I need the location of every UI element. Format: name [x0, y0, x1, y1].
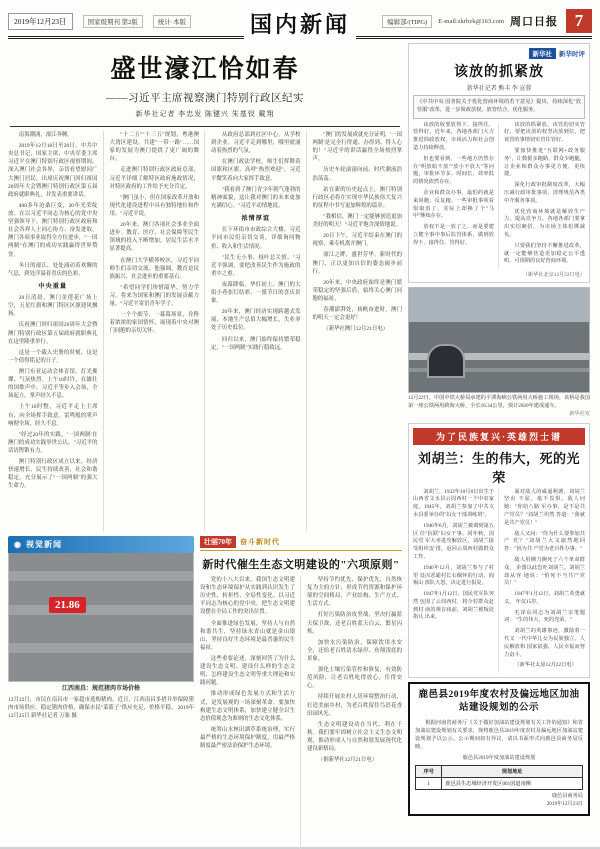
paragraph: 20年来，澳门各项社会事业全面进步。教育、医疗、社会保障等民生领域的投入不断增加，居民生活水平显著提高。 — [109, 222, 199, 253]
bridge-photo-caption — [408, 395, 590, 418]
paragraph: 在下环街市市政综合大楼，习近平同市民们亲切交谈，详细询问物价、收入和生活情况。 — [211, 227, 301, 250]
paragraph: 20日下午，习近平结束在澳门的视察，乘专机离开澳门。 — [312, 233, 402, 248]
paragraph: 深化行政审批制度改革，大幅压减行政审批事项，清理规范各类中介服务事项。 — [504, 182, 585, 204]
paragraph: "民生无小事，枝叶总关情。"习近平强调，要把改善民生作为施政的重中之重。 — [211, 254, 301, 277]
paragraph: 回归以来，澳门始终保持繁荣稳定，"一国两制"实践行稳致远。 — [211, 336, 301, 351]
commentary-columns — [413, 122, 585, 270]
article-70-years — [200, 536, 402, 849]
lead-col-3 — [211, 131, 307, 531]
notice-signature — [415, 793, 583, 809]
paragraph: 站在新的历史起点上，澳门特别行政区必将在实现中华民族伟大复兴的征程中书写更加辉煌的篇章。 — [312, 186, 402, 209]
paragraph: 推动形成绿色发展方式和生活方式，是发展观的一场深刻革命。要加快构建生态文明体系，加快建立健全以生态价值观念为准则的生态文化体系。 — [200, 691, 295, 722]
right-column — [408, 43, 590, 849]
notice-date: 2019年12月23日 — [546, 800, 583, 807]
price-tag: 21.86 — [49, 597, 86, 613]
article-70-band — [200, 536, 402, 551]
visual-news-header — [8, 536, 194, 553]
paragraph: 敌人又问："你为什么要参加共产 党？"刘胡兰大义凛然地回答："因为共 产党为老百姓办事。" — [504, 530, 585, 553]
section-subhead: 中央重量 — [38, 282, 68, 290]
table-header-cell: 规划地址 — [442, 766, 583, 778]
lead-subheadline: ——习近平主席视察澳门特别行政区纪实 — [106, 93, 304, 104]
paragraph: 2019年12月18日至20日，中共中央总书记、国家主席、中央军委主席习近平在澳门特别行政区视察期间，深入澳门社会各界，亲切看望慰问广大澳门居民，出席庆祝澳门回归祖国20周年大会暨澳门特别行政区第五届政府就职典礼，并发表重要讲话。 — [8, 143, 98, 198]
lead-byline: 新华社记者 李忠发 陈键兴 朱基钗 戴翔 — [135, 110, 275, 118]
publication-logo: 周口日报 — [510, 16, 558, 28]
xinhua-commentary-tag: 新华时评 — [559, 51, 585, 58]
commentary-band — [413, 48, 585, 59]
table-cell-address: 鹿邑县生态城经济开发区001国道南侧 — [442, 778, 583, 790]
paragraph: 刘胡兰，1932年10月8日出生于山西省文水县云周西村一个中农家庭。1945年，刘胡兰参加了中共文水县委举办的"妇女干部训练班"。 — [413, 488, 494, 518]
paragraph: 毛泽东同志为刘胡兰亲笔题词： "生的伟大，死的光荣。" — [504, 609, 585, 624]
lead-article-columns — [8, 131, 402, 531]
supermarket-photo — [8, 553, 194, 682]
paragraph: 庆祝澳门回归祖国20周年大会暨澳门特别行政区第五届政府就职典礼在这里隆重举行。 — [8, 322, 98, 345]
masthead-chip-1: 国家级期刊 第2版 — [83, 15, 143, 28]
paragraph: 在澳门政法学校，师生们挥舞着国旗和区旗，高呼"热烈欢迎"。习近平微笑着向大家挥手致意。 — [211, 159, 301, 182]
paragraph: 面对敌人的威逼利诱，刘胡兰坚贞 不屈，毫不畏惧。敌人问她："你给八路 军办事，是不是共产党员？"刘胡兰坦然 答道："我就是共产党员！" — [504, 488, 585, 526]
paragraph: 1946年6月，刘胡兰被调到第五区 任"抗联"妇女干事。同年秋，国民党 军大举进攻解放区，刘胡兰接受组织安 排，返回云周西村做群众工作。 — [413, 522, 494, 560]
paragraph: 刘胡兰的英雄事迹，激励着一代又 一代中华儿女为民族独立、人民解放和 国家富强、人民幸福而努力奋斗。 — [504, 628, 585, 658]
paragraph: 南海潮涌，濠江奔腾。 — [18, 132, 73, 138]
paragraph: "我相信，澳门一定能够创造更加美好的明天！"习近平饱含深情地说。 — [312, 213, 402, 229]
notice-issuer: 鹿邑县商务局 — [551, 793, 583, 800]
paragraph: "澳门虽小，但在国家改革开放和现代化建设进程中具有独特地位和作用。"习近平说。 — [109, 194, 199, 217]
paragraph: 该放的抓紧放，该管的切实管好。要把该放的权坚决放到位，把该管的事情切实管住管好。 — [504, 121, 585, 144]
paragraph: 这是一个载入史册的时刻，这是一个值得铭记的日子。 — [8, 349, 98, 364]
paragraph: 统筹山水林田湖草系统治理，实行最严格的生态环境保护制度，用最严格制度最严密法治保护生态环境。 — [200, 726, 295, 750]
lead-col-1 — [8, 131, 104, 531]
paragraph: 打好污染防治攻坚战，坚决打赢蓝天保卫战，还老百姓蓝天白云、繁星闪烁。 — [307, 612, 402, 635]
paragraph: 冬日的濠江，处处涌动着欢腾的气息，到处洋溢着喜庆的色彩。 — [8, 262, 98, 277]
paragraph: 优化营商环境就是解放生产力、提高竞争力。各地各部门要拿出实招硬招，为市场主体松绑减负。 — [504, 208, 585, 238]
paragraph: 春潮澎湃处，扬帆奋进时。澳门的明天一定会更好！ — [312, 307, 402, 322]
bridge-caption-text: 12月22日，中国中铁大桥局承建的平潭海峡公铁两用大桥施工现场。该桥是我国第一座公铁两用跨海大桥，全长16.34公里，预计2020年建成通车。 — [408, 395, 590, 409]
masthead-chip-2: 统计·本版 — [153, 15, 191, 28]
paragraph: "经过20年的实践，'一国两制'在澳门的成功实践举世公认。"习近平的话语铿锵有力。 — [8, 431, 98, 455]
lead-headline-block — [8, 43, 402, 121]
masthead-email: E-mail:zkrbzk@163.com — [438, 17, 504, 25]
headline-rule — [10, 126, 400, 127]
camera-icon: ◉ — [14, 540, 22, 549]
paragraph: 400多年沧桑巨变，20年光荣绽放。在以习近平同志为核心的党中央坚强领导下，澳门特别行政区政府和社会各界人士同心协力、奋发进取，澳门各项事业取得全方位进步，"一国两制"在澳门的成功实践赢得世界赞誉。 — [8, 202, 98, 258]
table-row — [416, 778, 583, 790]
paragraph: 澳门特别行政区成立以来，经济快速增长，民生持续改善，社会和谐稳定，充分展示了"一国两制"的强大生命力。 — [8, 459, 98, 490]
hero-article-title: 刘胡兰：生的伟大，死的光荣 — [417, 450, 580, 485]
masthead — [8, 6, 592, 37]
paragraph: "十二五""十三五"规划，粤港澳大湾区建设，共建"一带一路"……国家的发展为澳门提供了更广阔的舞台。 — [109, 132, 199, 163]
table-header-row — [416, 766, 583, 778]
commentary-pullquote: 《中共中央 国务院关于优化营商环境的若干意见》提出，持续深化"放管服"改革，进一步简政放权、放管结合、优化服务。 — [413, 95, 585, 119]
left-column — [8, 43, 402, 849]
paragraph: 坚持节约优先、保护优先、自然恢复为主的方针，形成节约资源和保护环境的空间格局、产业结构、生产方式、生活方式。 — [307, 577, 402, 608]
paragraph: 强化土壤污染管控和修复，有效防范风险，让老百姓吃得放心、住得安心。 — [307, 667, 402, 690]
paragraph: 要加快推进"互联网+政务服务"，让数据多跑路、群众少跑腿，让企业和群众办事更方便、更快捷。 — [504, 147, 585, 178]
lead-col-2 — [110, 131, 206, 531]
paragraph: 20日清晨，澳门金莲花广场上空，五星红旗和澳门特区区旗迎风飘扬。 — [8, 295, 98, 318]
article-dateline: （新华社太原12月22日电） — [514, 662, 577, 669]
xinhua-tag: 新华社 — [529, 48, 557, 59]
paragraph: 加快水污染防治，保障饮用水安全，还给老百姓清水绿岸、鱼翔浅底的景象。 — [307, 639, 402, 662]
paragraph: 濠江之畔，盛世芳华。新时代的澳门，正以更加自信的姿态阔步前行。 — [312, 252, 402, 275]
band-label-right: 奋斗新时代 — [240, 538, 280, 546]
table-header-cell: 序号 — [416, 766, 442, 778]
bridge-photo-credit: 新华社发 — [569, 410, 590, 417]
article-70-columns — [200, 576, 402, 849]
tunnel-shape — [427, 344, 465, 378]
issue-date: 2019年12月23日 — [8, 13, 73, 30]
paragraph: 1947年1月12日，国民党军队突然 包围了云周西村，将全村群众赶到村 南的观音庙前，刘胡兰被叛徒指认 出来。 — [413, 591, 494, 621]
bottom-left-area — [8, 536, 402, 849]
visual-news-label: 视觉新闻 — [25, 540, 62, 549]
paragraph: "我看到了澳门青少年朝气蓬勃的精神面貌，这让我对澳门的未来更加充满信心。"习近平动情地说。 — [211, 186, 301, 209]
lead-headline: 盛世濠江恰如春 — [110, 56, 300, 83]
paragraph: 这些重要论述，深刻回答了为什么建设生态文明、建设什么样的生态文明、怎样建设生态文明等重大理论和实践问题。 — [200, 655, 295, 687]
commentary-col-1 — [413, 122, 499, 270]
article-70-col-2 — [307, 576, 402, 849]
bridge-photo — [408, 287, 590, 393]
photo-caption — [8, 685, 194, 720]
bridge-photo-block — [408, 287, 590, 418]
page-number-badge: 7 — [566, 9, 592, 33]
paragraph: 从政府总部到社区中心，从学校到企业，习近平走到哪里，哪里就涌动着热烈的气氛。 — [211, 132, 301, 155]
article-dateline: （新华社澳门12月21日电） — [323, 326, 388, 333]
paragraph: 生态文明建设功在当代、利在千秋。我们要牢固树立社会主义生态文明观，推动形成人与自然和谐发展现代化建设新格局。 — [307, 721, 402, 753]
hero-article — [408, 423, 590, 679]
paragraph: 历史车轮滚滚向前，时代潮流浩浩荡荡。 — [312, 167, 402, 182]
commentary-title: 该放的抓紧放 — [454, 65, 544, 80]
paragraph: 企业和群众办事，最怕的就是来回跑、反复跑。一些审批事项看似取消了，实际上却换了个"马甲"继续存在。 — [413, 189, 494, 220]
section-subhead: 浓情厚谊 — [241, 214, 271, 222]
paragraph: 20年来，澳门经济实现跨越式发展，本地生产总值大幅增长，失业率处于历史低位。 — [211, 309, 301, 332]
paragraph: 澳门东亚运动会体育馆，灯光璀璨，气氛热烈。上午10时许，在雄壮的国歌声中，习近平等步入会场，全场起立，掌声经久不息。 — [8, 369, 98, 400]
article-70-title: 新时代催生生态文明建设的"六项原则" — [202, 559, 400, 571]
paragraph: 在澳门大学横琴校区，习近平同师生们亲切交流。他强调，教育是民族振兴、社会进步的重要基石。 — [109, 257, 199, 280]
paragraph: 该放的权要放得下、接得住、管得好。近年来，各地各部门大力推进简政放权，市场活力和社会创造力持续释放。 — [413, 121, 494, 151]
visual-news-block — [8, 536, 194, 849]
masthead-editor-chip: 编辑部/(TIPG) — [382, 15, 432, 28]
article-dateline: （据新华社12月21日电） — [317, 757, 378, 764]
paragraph: 持续开展农村人居环境整治行动，打造美丽乡村，为老百姓留住鸟语花香田园风光。 — [307, 694, 402, 717]
article-70-col-1 — [200, 576, 301, 849]
notice-table — [415, 765, 583, 790]
lead-col-4 — [313, 131, 403, 531]
paragraph: 放权不是一放了之，而是要建立健全事中事后监管体系，做到放得下、接得住、管得好。 — [413, 224, 494, 246]
page-body — [8, 43, 592, 849]
paragraph: 敌人用铡刀铡死了六个革命群众， 企图以此恐吓刘胡兰。刘胡兰却从容 地说："怕死不当共产党员！" — [504, 556, 585, 587]
photo-caption-title: 江西南昌：规范猪肉市场价格 — [61, 686, 140, 692]
paragraph: 1947年1月12日，刘胡兰英勇就义， 年仅15岁。 — [504, 591, 585, 605]
paragraph: "澳门的发展成就充分证明，'一国两制'是完全行得通、办得到、得人心的！"习近平的讲话赢得全场热烈掌声。 — [312, 132, 402, 163]
notice-title: 鹿邑县2019年度农村及偏远地区加油站建设规划的公示 — [418, 690, 580, 714]
commentary-dateline: （新华社北京12月22日电） — [522, 272, 585, 279]
table-cell-index: 1 — [416, 778, 442, 790]
photo-caption-text: 12月22日，市民在南昌市一家超市选购猪肉。近日，江西南昌多措并举保障猪肉市场供应，稳定猪肉价格，确保市民"菜篮子"供应充足、价格平稳。 — [8, 697, 194, 712]
hero-col-2 — [504, 489, 585, 674]
notice-table-caption: 鹿邑县2019年度加油站建设规划 — [462, 755, 536, 762]
paragraph: 20年来，中央政府始终是澳门繁荣稳定的坚强后盾，始终关心澳门同胞的福祉。 — [312, 279, 402, 302]
hero-col-1 — [413, 489, 499, 674]
photo-credit: 2019年12月25日 新华社记者 万象 摄 — [8, 705, 194, 720]
commentary-col-2 — [504, 122, 585, 270]
band-label-left: 壮丽70年 — [200, 536, 236, 548]
paragraph: "希望同学们珍惜韶华、努力学习，将来为国家和澳门的发展贡献力量。"习近平寄语青年学子。 — [109, 284, 199, 308]
hero-band-label: 为了民族复兴·英雄烈士谱 — [413, 428, 585, 445]
paragraph: 1946年12月，刘胡兰参与了村里 处决恶霸村长石佩怀的行动。阎锡山 部队大怒，决定进行报复。 — [413, 564, 494, 587]
paragraph: 走进澳门特别行政区政府总部，习近平详细了解特区政府施政情况，对特区政府的工作给予充分肯定。 — [109, 167, 199, 190]
page-title: 国内新闻 — [244, 8, 356, 39]
paragraph: 党的十八大以来，我国生态文明建设和生态环境保护从实践到认识发生了历史性、转折性、全局性变化。以习近平同志为核心的党中央，把生态文明建设摆在全局工作的突出位置。 — [200, 577, 295, 616]
masthead-right — [382, 9, 592, 33]
hero-article-columns — [413, 489, 585, 674]
paragraph: 但也要看到，一些地方仍然存在"明放暗不放""放小不放大"等问题，审批环节多、时间长、效率低的情况依然存在。 — [413, 155, 494, 186]
notice-body: 根据河南省商务厅《关于做好加油站建设规划有关工作的通知》和省加油站建设规划有关要求，现将鹿邑县2019年度农村及偏远地区加油站建设规划予以公示。公示期间如有异议，请以书面形式向鹿邑县商务局反映。 — [415, 719, 583, 751]
paragraph: 一个个细节，一幕幕场景，诠释着浓浓的家国情怀，展现着中央对澳门同胞的亲切关怀。 — [109, 312, 199, 335]
paragraph: 全面推进绿色发展，坚持人与自然和谐共生，坚持绿水青山就是金山银山，坚持良好生态环境是最普惠的民生福祉。 — [200, 620, 295, 651]
public-notice — [408, 682, 590, 815]
paragraph: 只要我们坚持不懈推进改革，就一定能够营造更加稳定公平透明、可预期的良好营商环境。 — [504, 242, 585, 265]
commentary-byline: 新华社记者 熊丰 李 宣蓉 — [466, 86, 532, 92]
paragraph: 夜幕降临，华灯初上。澳门的大街小巷张灯结彩，一派节日的喜庆景象。 — [211, 281, 301, 305]
paragraph: 上午10时整，习近平走上主席台，向全场挥手致意。雷鸣般的掌声响彻全场，经久不息。 — [8, 404, 98, 427]
commentary-article — [408, 43, 590, 283]
